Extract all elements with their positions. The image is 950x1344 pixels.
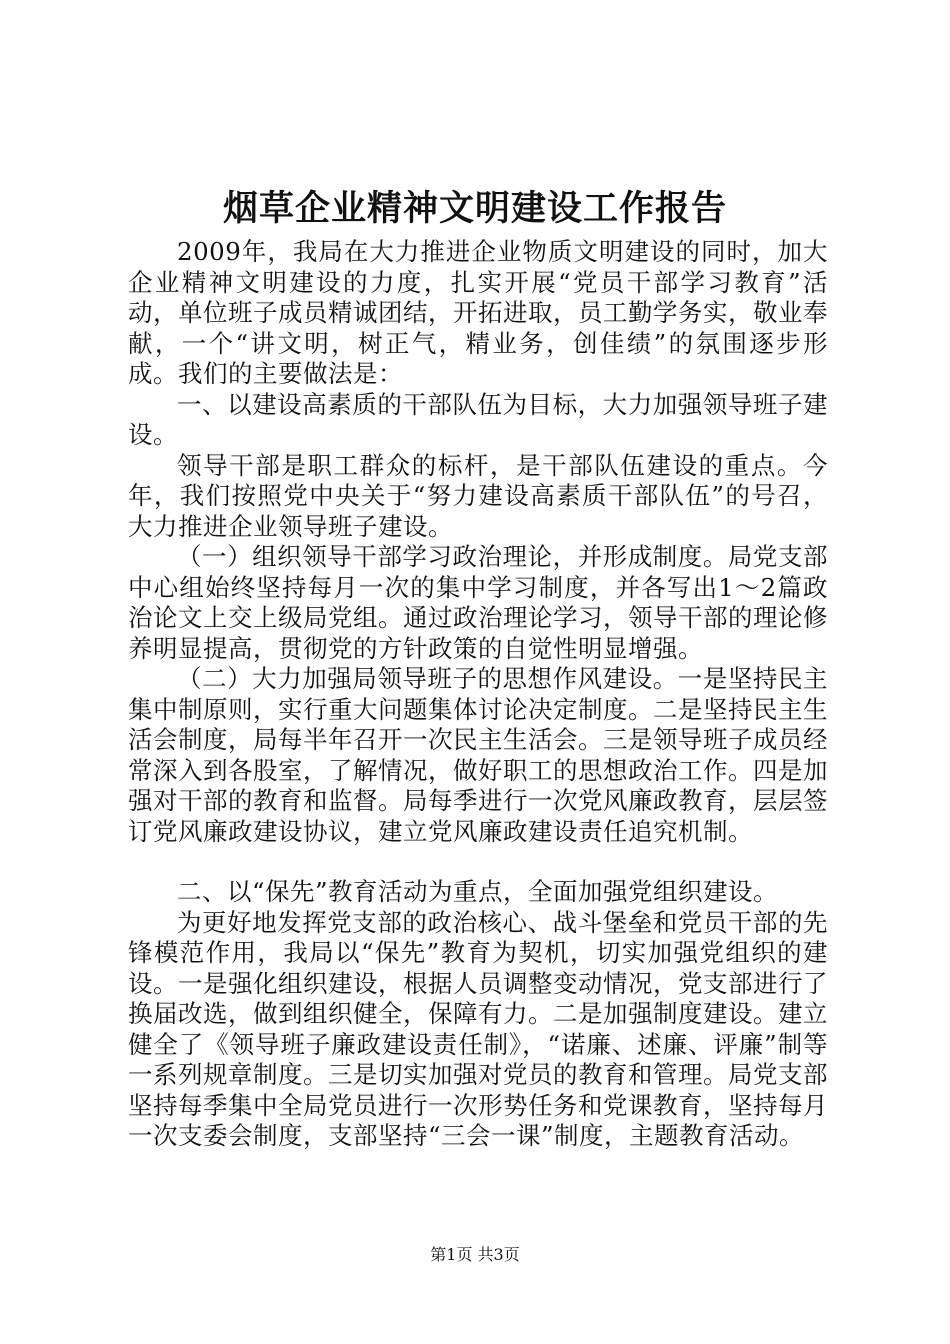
body-paragraph: （一）组织领导干部学习政治理论，并形成制度。局党支部中心组始终坚持每月一次的集中学习制度，并各写出1～2篇政治论文上交上级局党组。通过政治理论学习，领导干部的理论修养明显提高，贯彻党的方针政策的自觉性明显增强。 <box>128 542 828 663</box>
document-title: 烟草企业精神文明建设工作报告 <box>222 188 727 229</box>
document-body <box>128 237 828 1152</box>
page-number-footer: 第1页 共3页 <box>430 1245 520 1264</box>
body-paragraph: 为更好地发挥党支部的政治核心、战斗堡垒和党员干部的先锋模范作用，我局以“保先”教育为契机，切实加强党组织的建设。一是强化组织建设，根据人员调整变动情况，党支部进行了换届改选，做到组织健全，保障有力。二是加强制度建设。建立健全了《领导班子廉政建设责任制》，“诺廉、述廉、评廉”制等一系列规章制度。三是切实加强对党员的教育和管理。局党支部坚持每季集中全局党员进行一次形势任务和党课教育，坚持每月一次支委会制度，支部坚持“三会一课”制度，主题教育活动。 <box>128 907 828 1150</box>
section-heading-1: 一、以建设高素质的干部队伍为目标，大力加强领导班子建设。 <box>128 389 828 449</box>
intro-paragraph: 2009年，我局在大力推进企业物质文明建设的同时，加大企业精神文明建设的力度，扎实开展“党员干部学习教育”活动，单位班子成员精诚团结，开拓进取，员工勤学务实，敬业奉献，一个“讲文明，树正气，精业务，创佳绩”的氛围逐步形成。我们的主要做法是： <box>128 237 828 388</box>
body-paragraph: 领导干部是职工群众的标杆，是干部队伍建设的重点。今年，我们按照党中央关于“努力建设高素质干部队伍”的号召，大力推进企业领导班子建设。 <box>128 450 828 541</box>
body-paragraph: （二）大力加强局领导班子的思想作风建设。一是坚持民主集中制原则，实行重大问题集体讨论决定制度。二是坚持民主生活会制度，局每半年召开一次民主生活会。三是领导班子成员经常深入到各股室，了解情况，做好职工的思想政治工作。四是加强对干部的教育和监督。局每季进行一次党风廉政教育，层层签订党风廉政建设协议，建立党风廉政建设责任追究机制。 <box>128 664 828 846</box>
section-heading-2: 二、以“保先”教育活动为重点，全面加强党组织建设。 <box>177 877 779 906</box>
